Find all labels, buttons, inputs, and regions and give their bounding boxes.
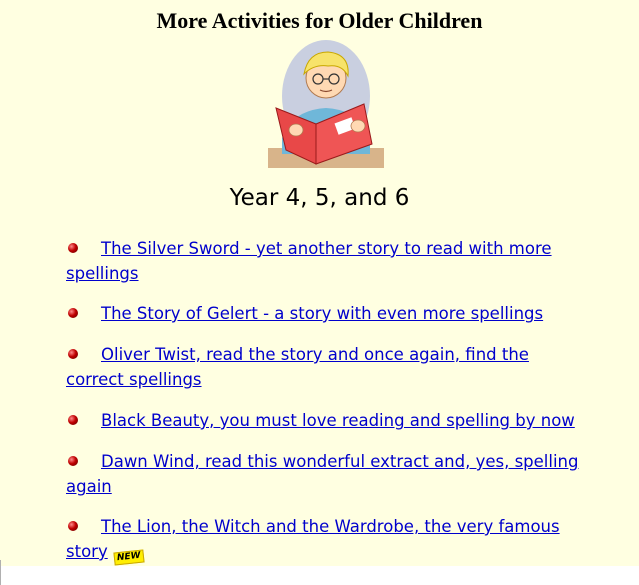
left-edge-divider: [0, 560, 1, 585]
bottom-strip: [0, 566, 639, 585]
page-title: More Activities for Older Children: [156, 8, 483, 33]
bullet-icon: [68, 243, 78, 253]
activity-link-oliver-twist[interactable]: Oliver Twist, read the story and once again, find the correct spellings: [66, 345, 529, 389]
activity-list: [66, 236, 586, 564]
page-subtitle: Year 4, 5, and 6: [229, 185, 410, 211]
new-badge: NEW: [113, 549, 144, 565]
activity-link-dawn-wind[interactable]: Dawn Wind, read this wonderful extract and, yes, spelling again: [66, 452, 579, 496]
activity-link-black-beauty[interactable]: Black Beauty, you must love reading and spelling by now: [101, 411, 575, 430]
bullet-icon: [68, 349, 78, 359]
list-item: [66, 301, 586, 326]
activity-link-silver-sword[interactable]: The Silver Sword - yet another story to read with more spellings: [66, 239, 552, 283]
list-item: [66, 236, 586, 286]
bullet-icon: [68, 415, 78, 425]
bullet-icon: [68, 456, 78, 466]
list-item: [66, 408, 586, 433]
list-item: [66, 342, 586, 392]
activity-link-gelert[interactable]: The Story of Gelert - a story with even more spellings: [101, 304, 544, 323]
child-reading-book-icon: [268, 38, 384, 168]
bullet-icon: [68, 308, 78, 318]
list-item: [66, 449, 586, 499]
bullet-icon: [68, 521, 78, 531]
activity-link-lion-witch-wardrobe[interactable]: The Lion, the Witch and the Wardrobe, the very famous story: [66, 517, 560, 561]
list-item: [66, 514, 586, 564]
